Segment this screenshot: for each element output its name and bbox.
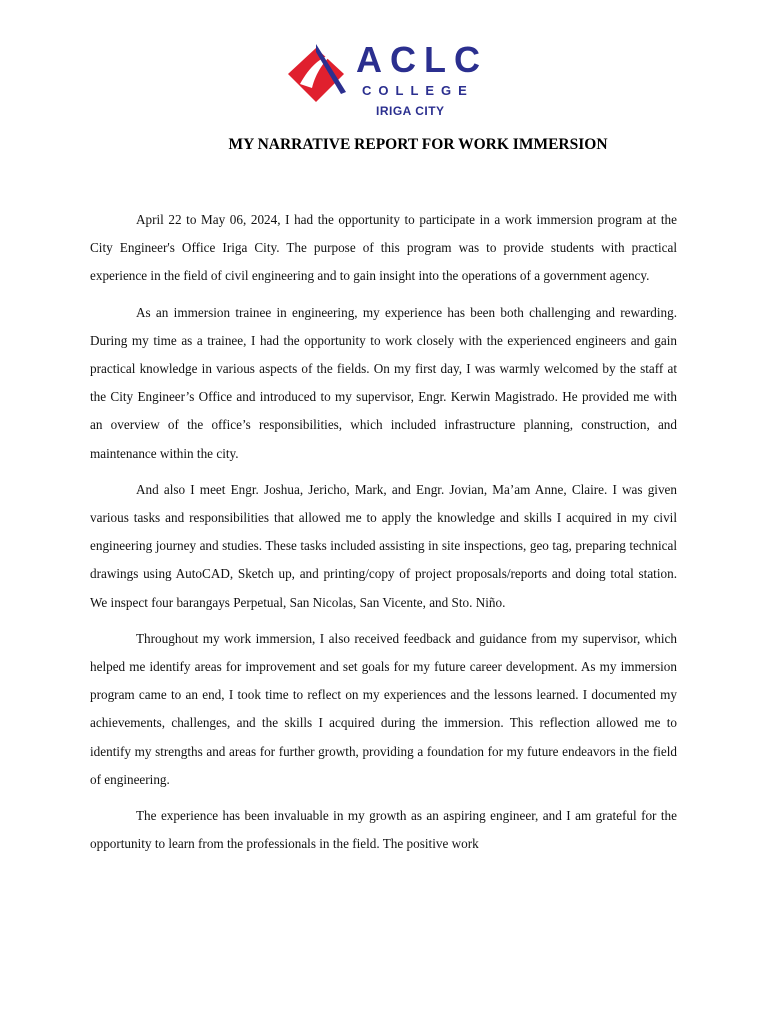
paragraph: April 22 to May 06, 2024, I had the opportunity to participate in a work immersion program at the City Engineer's Office Iriga City. The purpose of this program was to provide students with practical experience in the field of civil engineering and to gain insight into the operations of a government agency.: [90, 212, 677, 284]
paragraph: Throughout my work immersion, I also received feedback and guidance from my supervisor, which helped me identify areas for improvement and set goals for my future career development. As my immersion program came to an end, I took time to reflect on my experiences and the lessons learned. I documented my achievements, challenges, and the skills I acquired during the immersion. This reflection allowed me to identify my strengths and areas for further growth, providing a foundation for my future endeavors in the field of engineering.: [90, 630, 677, 787]
paragraph: The experience has been invaluable in my growth as an aspiring engineer, and I am grateful for the opportunity to learn from the professionals in the field. The positive work: [90, 808, 677, 852]
document-title: MY NARRATIVE REPORT FOR WORK IMMERSION: [228, 136, 608, 153]
college-subtitle: COLLEGE: [362, 83, 474, 98]
report-body: [90, 206, 677, 866]
college-logo-icon: [286, 44, 366, 104]
letterhead: [0, 0, 768, 125]
college-name: ACLC: [356, 39, 488, 80]
college-city: IRIGA CITY: [376, 104, 445, 118]
paragraph: And also I meet Engr. Joshua, Jericho, Mark, and Engr. Jovian, Ma’am Anne, Claire. I was given various tasks and responsibilities that allowed me to apply the knowledge and skills I acquired in my civil engineering journey and studies. These tasks included assisting in site inspections, geo tag, preparing technical drawings using AutoCAD, Sketch up, and printing/copy of project proposals/reports and doing total station. We inspect four barangays Perpetual, San Nicolas, San Vicente, and Sto. Niño.: [90, 481, 677, 610]
paragraph: As an immersion trainee in engineering, my experience has been both challenging and rewarding. During my time as a trainee, I had the opportunity to work closely with the experienced engineers and gain practical knowledge in various aspects of the fields. On my first day, I was warmly welcomed by the staff at the City Engineer’s Office and introduced to my supervisor, Engr. Kerwin Magistrado. He provided me with an overview of the office’s responsibilities, which included infrastructure planning, construction, and maintenance within the city.: [90, 304, 677, 461]
